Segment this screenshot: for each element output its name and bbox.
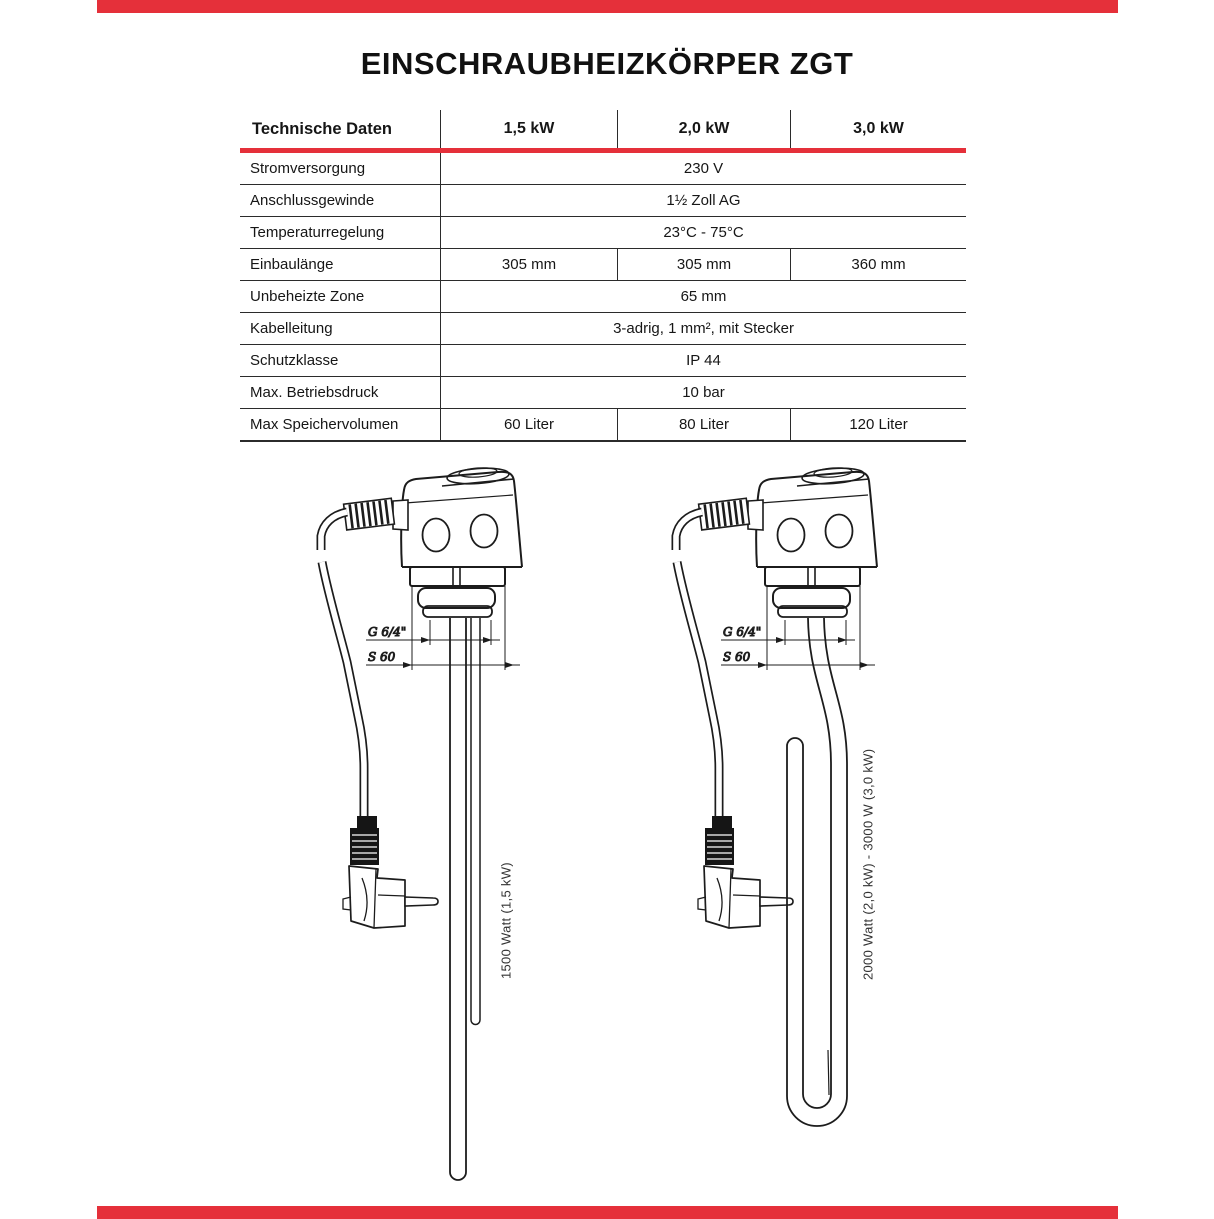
table-row-anschlussgewinde [240, 185, 966, 217]
row-value: 3-adrig, 1 mm², mit Stecker [440, 313, 966, 344]
table-row-temperaturregelung [240, 217, 966, 249]
power-rating-label-left: 1500 Watt (1,5 kW) [498, 862, 514, 980]
row-label: Max Speichervolumen [250, 416, 399, 433]
table-row-unbeheizte-zone [240, 281, 966, 313]
heater-head [756, 466, 877, 617]
bottom-red-bar [97, 1206, 1118, 1219]
plug-pin [760, 897, 793, 906]
plug-pin [405, 897, 438, 906]
schuko-plug [698, 816, 793, 928]
top-red-bar [97, 0, 1118, 13]
mounting-hole [826, 515, 853, 548]
table-row-speichervolumen [240, 409, 966, 442]
heating-rod [450, 618, 480, 1180]
heater-diagram-2-0-3-0kw [645, 450, 945, 1210]
wrench-dimension-label: S 60 [368, 650, 396, 664]
u-shaped-heating-element [787, 618, 847, 1126]
mounting-hole [778, 519, 805, 552]
row-label: Anschlussgewinde [250, 192, 375, 209]
row-value: 230 V [440, 153, 966, 184]
power-rating-label-right: 2000 Watt (2,0 kW) - 3000 W (3,0 kW) [860, 748, 876, 980]
row-value: 65 mm [440, 281, 966, 312]
power-cable [676, 512, 719, 818]
row-value: 305 mm [617, 249, 790, 280]
row-label: Stromversorgung [250, 160, 366, 177]
dimension-lines [721, 586, 875, 670]
row-value: 80 Liter [617, 409, 790, 440]
row-label: Schutzklasse [250, 352, 339, 369]
mounting-hole [471, 515, 498, 548]
table-row-einbaulaenge [240, 249, 966, 281]
row-value: 1½ Zoll AG [440, 185, 966, 216]
column-header-2-0kw: 2,0 kW [617, 110, 790, 148]
row-label: Max. Betriebsdruck [250, 384, 379, 401]
cable-gland [699, 498, 763, 530]
mounting-hole [423, 519, 450, 552]
table-row-betriebsdruck [240, 377, 966, 409]
row-label: Kabelleitung [250, 320, 333, 337]
row-label: Einbaulänge [250, 256, 334, 273]
row-value: IP 44 [440, 345, 966, 376]
page-title: EINSCHRAUBHEIZKÖRPER ZGT [360, 46, 854, 81]
power-cable [321, 512, 364, 818]
row-value: 10 bar [440, 377, 966, 408]
row-label: Temperaturregelung [250, 224, 385, 241]
dimension-lines [366, 586, 520, 670]
column-header-1-5kw: 1,5 kW [440, 110, 617, 148]
row-value: 305 mm [440, 249, 617, 280]
thread-dimension-label: G 6/4" [723, 625, 762, 639]
cable-gland [344, 498, 408, 530]
table-row-stromversorgung [240, 153, 966, 185]
row-value: 360 mm [790, 249, 966, 280]
thread-collar [773, 588, 850, 608]
table-header-row [240, 110, 966, 148]
table-header-label: Technische Daten [252, 119, 392, 138]
heater-diagram-1-5kw [290, 450, 590, 1210]
spec-table [240, 110, 966, 442]
schuko-plug [343, 816, 438, 928]
row-label: Unbeheizte Zone [250, 288, 365, 305]
heater-head [401, 466, 522, 617]
table-row-kabelleitung [240, 313, 966, 345]
column-header-3-0kw: 3,0 kW [790, 110, 966, 148]
thread-dimension-label: G 6/4" [368, 625, 407, 639]
row-value: 60 Liter [440, 409, 617, 440]
wrench-dimension-label: S 60 [723, 650, 751, 664]
thread-collar [418, 588, 495, 608]
row-value: 120 Liter [790, 409, 966, 440]
row-value: 23°C - 75°C [440, 217, 966, 248]
table-row-schutzklasse [240, 345, 966, 377]
